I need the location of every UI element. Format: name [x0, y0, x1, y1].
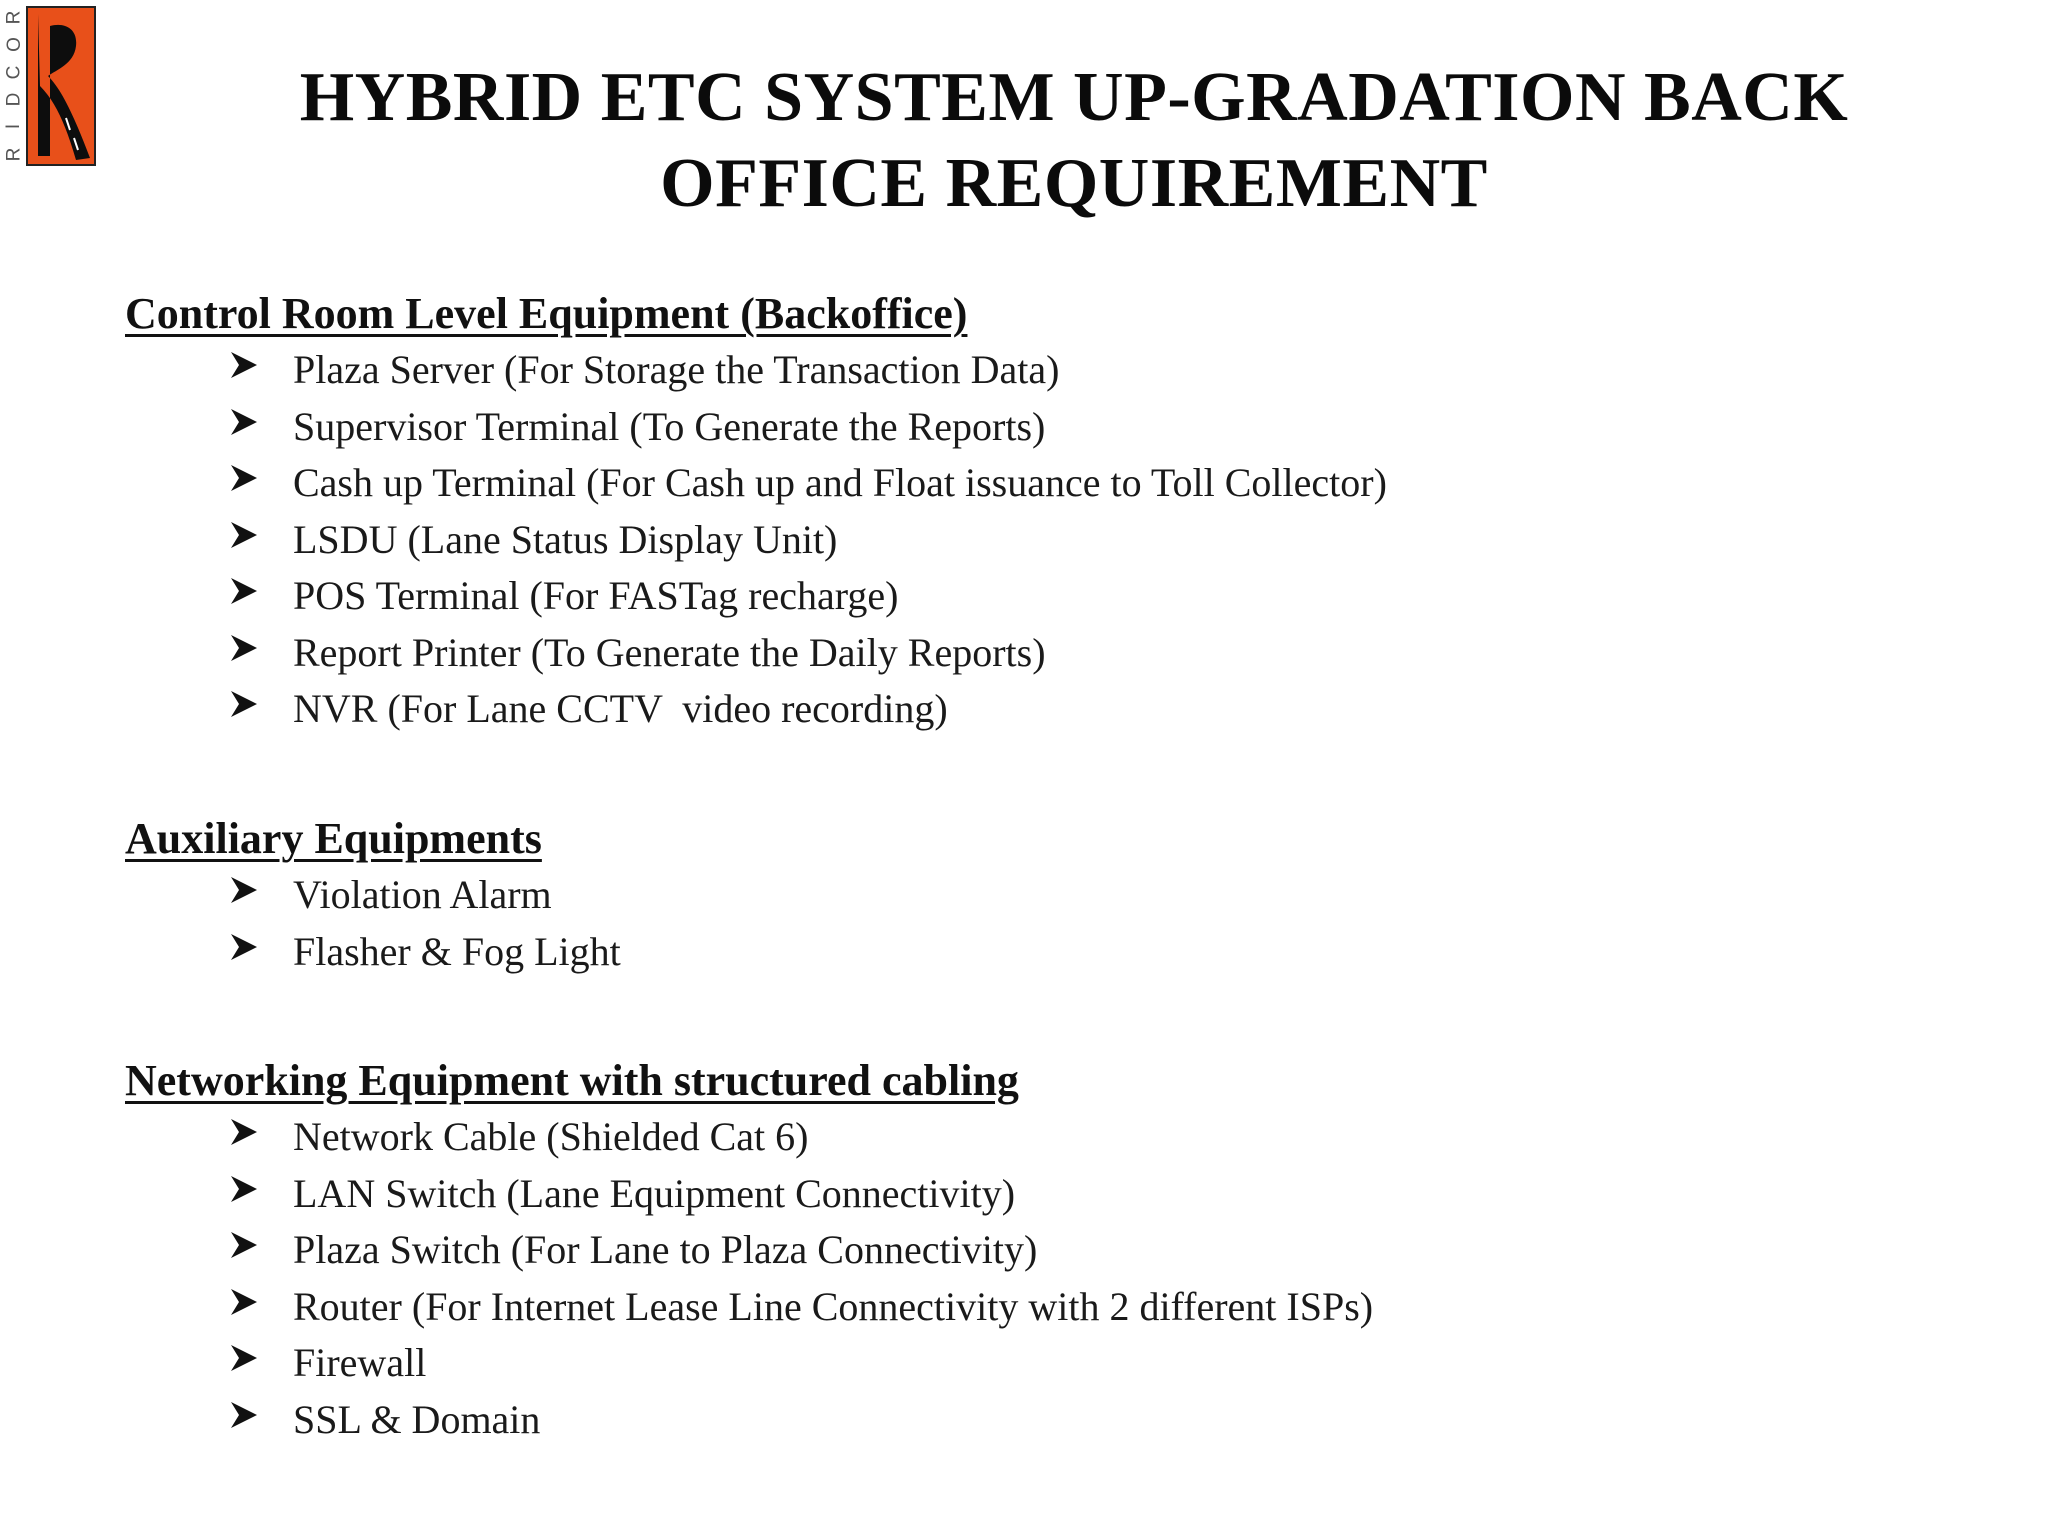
list-item: Plaza Server (For Storage the Transaction Data): [125, 342, 1925, 399]
list-item: Router (For Internet Lease Line Connectivity with 2 different ISPs): [125, 1279, 1925, 1336]
arrowhead-bullet-icon: [229, 689, 259, 719]
arrowhead-bullet-icon: [229, 932, 259, 962]
section-heading: Auxiliary Equipments: [125, 814, 542, 863]
page-title: [160, 55, 1988, 227]
section-networking: [125, 1053, 1925, 1448]
item-list: [125, 342, 1925, 738]
list-item: Report Printer (To Generate the Daily Reports): [125, 625, 1925, 682]
item-list: [125, 867, 1925, 980]
list-item: NVR (For Lane CCTV video recording): [125, 681, 1925, 738]
arrowhead-bullet-icon: [229, 1400, 259, 1430]
arrowhead-bullet-icon: [229, 576, 259, 606]
title-line-1: HYBRID ETC SYSTEM UP-GRADATION BACK: [299, 59, 1849, 136]
section-heading: Control Room Level Equipment (Backoffice): [125, 289, 968, 338]
logo-wordmark: R O C D I R: [3, 10, 25, 162]
list-item: Cash up Terminal (For Cash up and Float issuance to Toll Collector): [125, 455, 1925, 512]
arrowhead-bullet-icon: [229, 407, 259, 437]
list-item: Supervisor Terminal (To Generate the Reports): [125, 399, 1925, 456]
section-control-room: [125, 286, 1925, 738]
ridcor-logo: [4, 4, 96, 168]
arrowhead-bullet-icon: [229, 633, 259, 663]
list-item: Violation Alarm: [125, 867, 1925, 924]
list-item: Flasher & Fog Light: [125, 924, 1925, 981]
title-line-2: OFFICE REQUIREMENT: [660, 145, 1488, 222]
list-item: LSDU (Lane Status Display Unit): [125, 512, 1925, 569]
section-heading: Networking Equipment with structured cabling: [125, 1056, 1019, 1105]
list-item: SSL & Domain: [125, 1392, 1925, 1449]
logo-road-mark-icon: [26, 6, 96, 166]
section-auxiliary: [125, 811, 1925, 980]
item-list: [125, 1109, 1925, 1448]
list-item: POS Terminal (For FASTag recharge): [125, 568, 1925, 625]
arrowhead-bullet-icon: [229, 463, 259, 493]
arrowhead-bullet-icon: [229, 520, 259, 550]
arrowhead-bullet-icon: [229, 1230, 259, 1260]
arrowhead-bullet-icon: [229, 1174, 259, 1204]
arrowhead-bullet-icon: [229, 875, 259, 905]
arrowhead-bullet-icon: [229, 350, 259, 380]
arrowhead-bullet-icon: [229, 1117, 259, 1147]
list-item: Firewall: [125, 1335, 1925, 1392]
list-item: Plaza Switch (For Lane to Plaza Connectivity): [125, 1222, 1925, 1279]
list-item: LAN Switch (Lane Equipment Connectivity): [125, 1166, 1925, 1223]
list-item: Network Cable (Shielded Cat 6): [125, 1109, 1925, 1166]
arrowhead-bullet-icon: [229, 1287, 259, 1317]
arrowhead-bullet-icon: [229, 1343, 259, 1373]
